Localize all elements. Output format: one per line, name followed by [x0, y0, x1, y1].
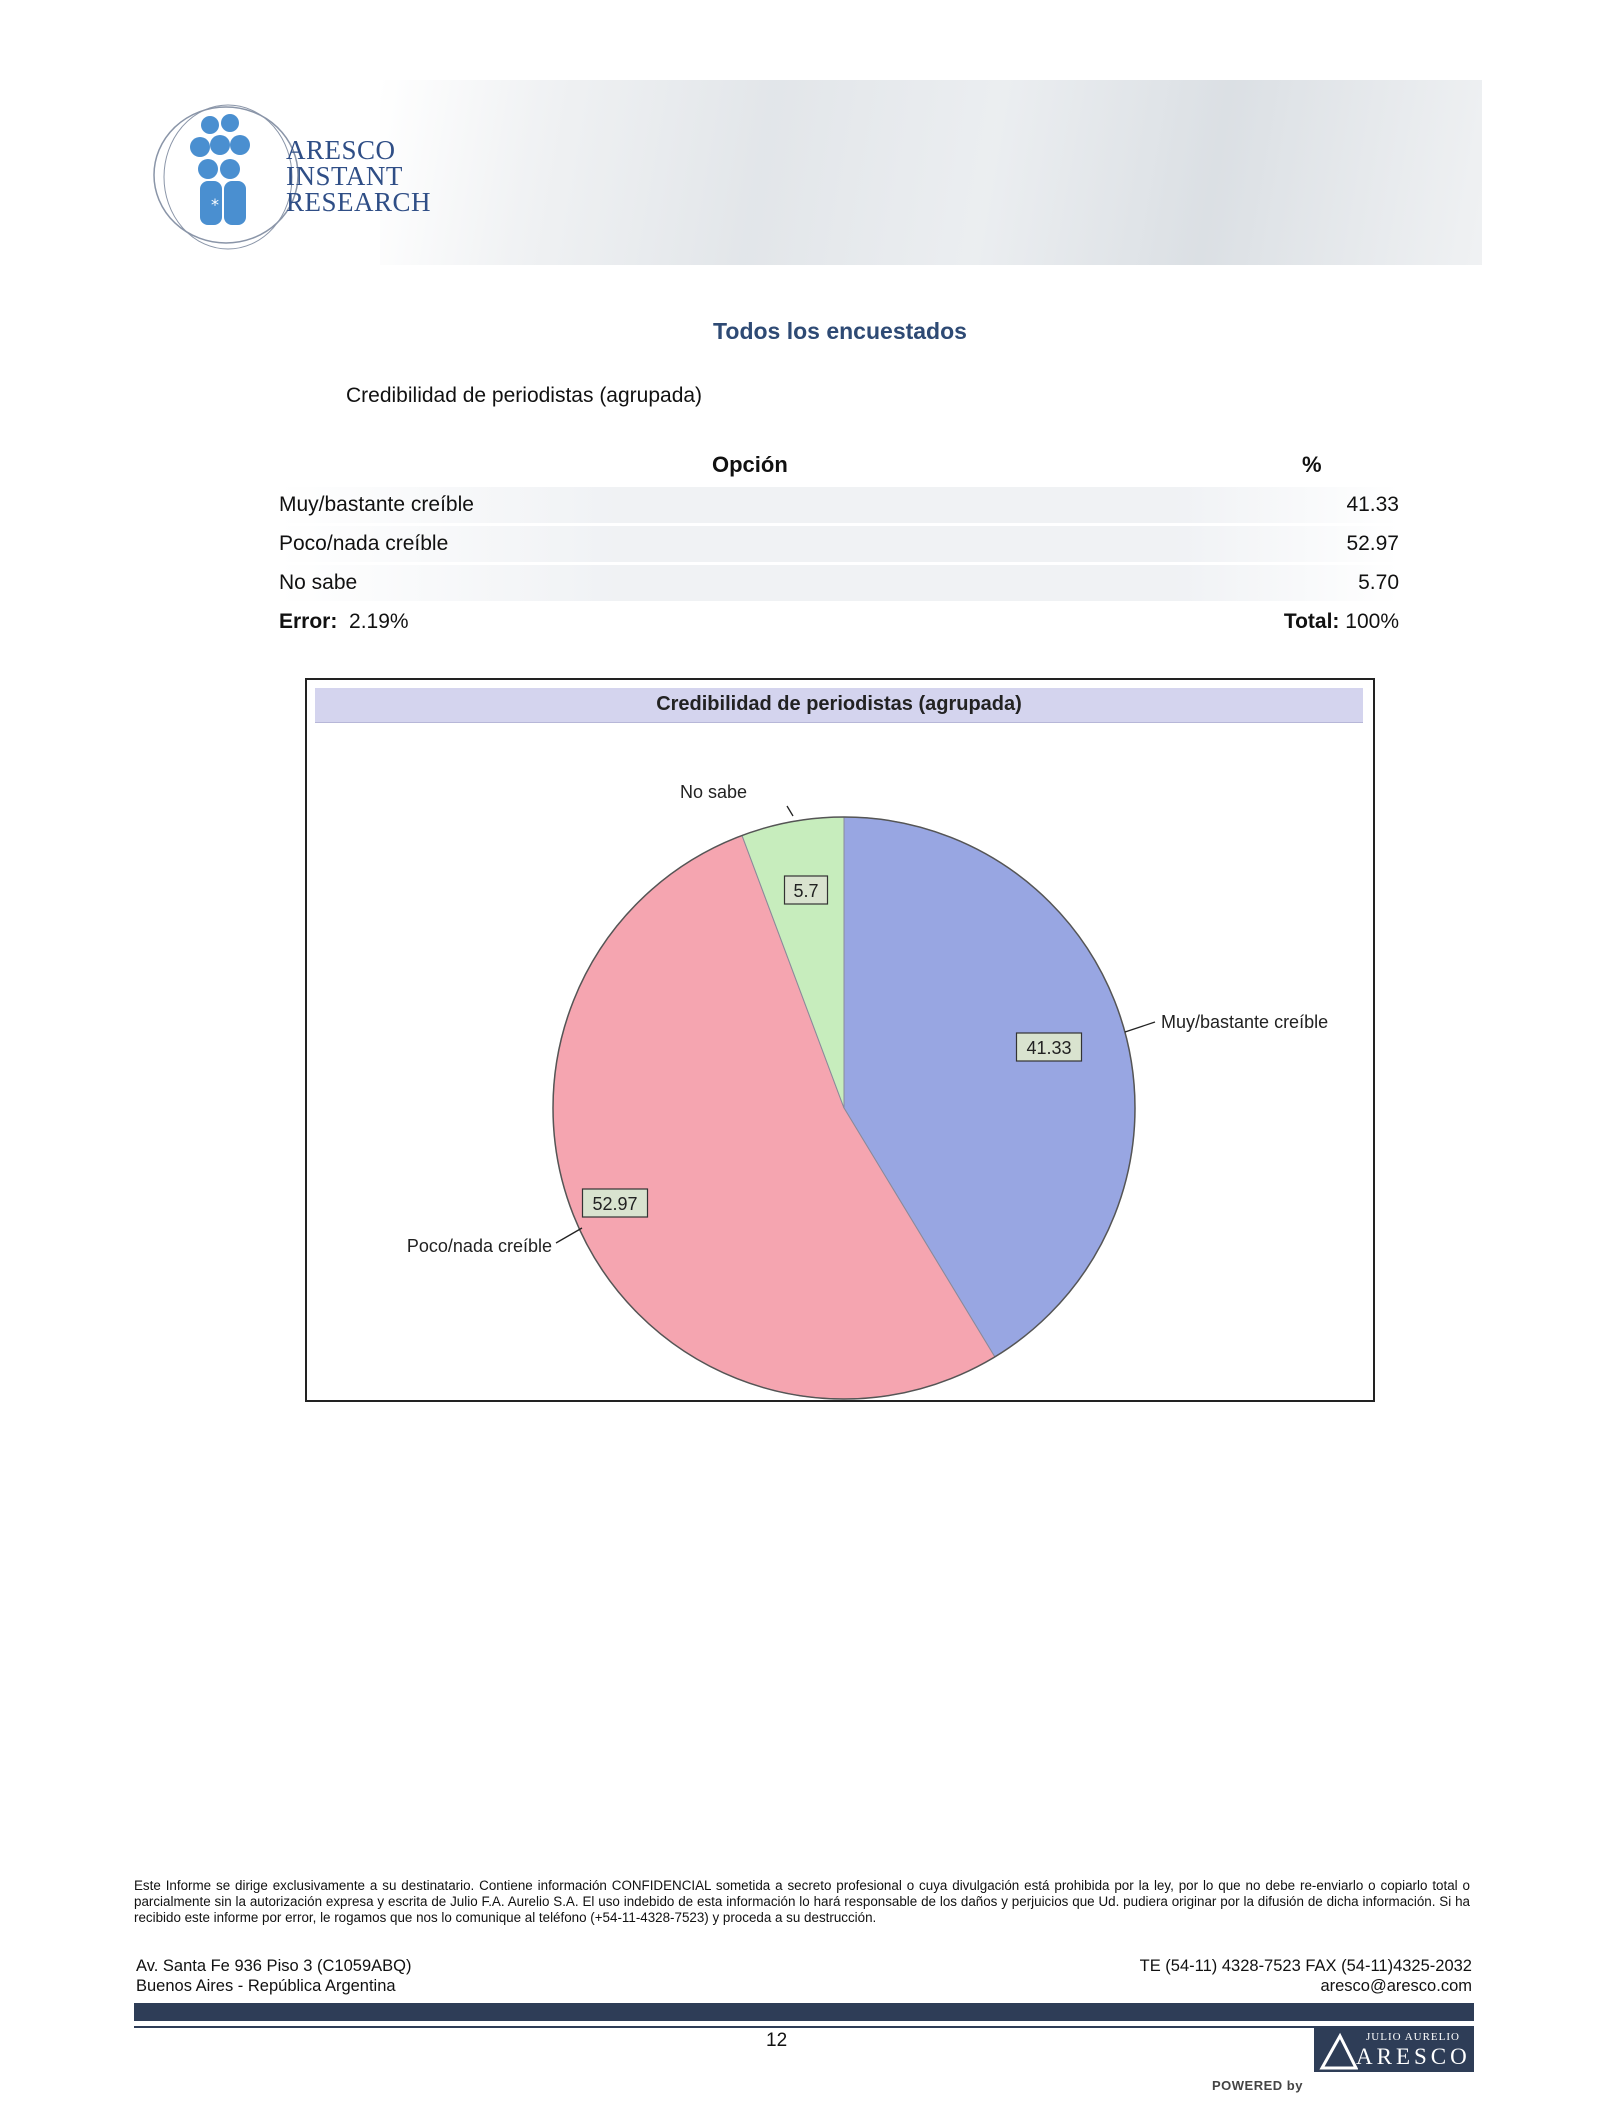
phone-fax: TE (54-11) 4328-7523 FAX (54-11)4325-2032	[1139, 1957, 1472, 1975]
total-label: Total:	[1283, 610, 1340, 633]
column-header-option: Opción	[712, 452, 788, 477]
table-row	[279, 526, 1399, 562]
email: aresco@aresco.com	[1320, 1977, 1472, 1995]
data-label: 52.97	[592, 1194, 638, 1214]
table-row	[279, 487, 1399, 523]
table-summary-row	[279, 604, 1399, 640]
row-value: 52.97	[1346, 532, 1399, 555]
category-label: Poco/nada creíble	[406, 1236, 552, 1256]
table-row	[279, 565, 1399, 601]
address-line-2: Buenos Aires - República Argentina	[136, 1977, 396, 1995]
contact-block	[1140, 1956, 1472, 1996]
footer-divider-thin	[134, 2026, 1474, 2028]
category-label: No sabe	[679, 782, 747, 802]
category-label: Muy/bastante creíble	[1161, 1012, 1329, 1032]
row-value: 5.70	[1358, 571, 1399, 594]
confidentiality-disclaimer: Este Informe se dirige exclusivamente a su destinatario. Contiene información CONFIDENCIAL sometida a secreto profesional o cuya divulgación está prohibida por la ley, por lo que no debe re-enviarlo o copiarlo total o parcialmente sin la autorización expresa y escrita de Julio F.A. Aurelio S.A. El uso indebido de esta información lo hará responsable de los daños y perjuicios que Ud. pudiera originar por la difusión de dicha información. Si ha recibido este informe por error, le rogamos que nos lo comunique al teléfono (+54-11-4328-7523) y proceda a su destrucción.	[134, 1878, 1470, 1925]
address-block	[136, 1956, 411, 1996]
error-label: Error:	[279, 610, 338, 633]
label-leader-line	[556, 1228, 582, 1243]
data-label: 5.7	[793, 881, 819, 901]
header-banner	[380, 80, 1482, 265]
page-number: 12	[766, 2030, 788, 2051]
row-value: 41.33	[1346, 493, 1399, 516]
error-value: 2.19%	[349, 610, 409, 633]
logo-text-line1: ARESCO	[286, 135, 396, 165]
row-label: Poco/nada creíble	[279, 532, 449, 555]
label-leader-line	[787, 806, 793, 816]
data-label: 41.33	[1026, 1038, 1072, 1058]
pie-chart	[307, 680, 1373, 1400]
logo-text-line3: RESEARCH	[286, 187, 432, 217]
logo-text-line2: INSTANT	[286, 161, 403, 191]
brand-top-text: JULIO AURELIO	[1366, 2031, 1460, 2043]
chart-title: Credibilidad de periodistas (agrupada)	[656, 693, 1022, 715]
total-value: 100%	[1345, 610, 1399, 633]
aresco-logo	[148, 95, 432, 255]
section-title: Todos los encuestados	[713, 318, 967, 344]
column-header-percent: %	[1302, 452, 1322, 477]
row-label: No sabe	[279, 571, 358, 594]
pie-chart-panel	[305, 678, 1375, 1402]
brand-name-text: ARESCO	[1356, 2044, 1471, 2069]
table-title: Credibilidad de periodistas (agrupada)	[346, 384, 703, 407]
footer-divider	[134, 2003, 1474, 2021]
powered-by-label: POWERED by	[1212, 2078, 1303, 2093]
address-line-1: Av. Santa Fe 936 Piso 3 (C1059ABQ)	[136, 1957, 412, 1975]
label-leader-line	[1125, 1022, 1155, 1032]
row-label: Muy/bastante creíble	[279, 493, 474, 516]
julio-aurelio-aresco-logo	[1314, 2028, 1474, 2072]
svg-text:*: *	[211, 195, 219, 214]
triangle-logo-icon	[1318, 2030, 1358, 2070]
